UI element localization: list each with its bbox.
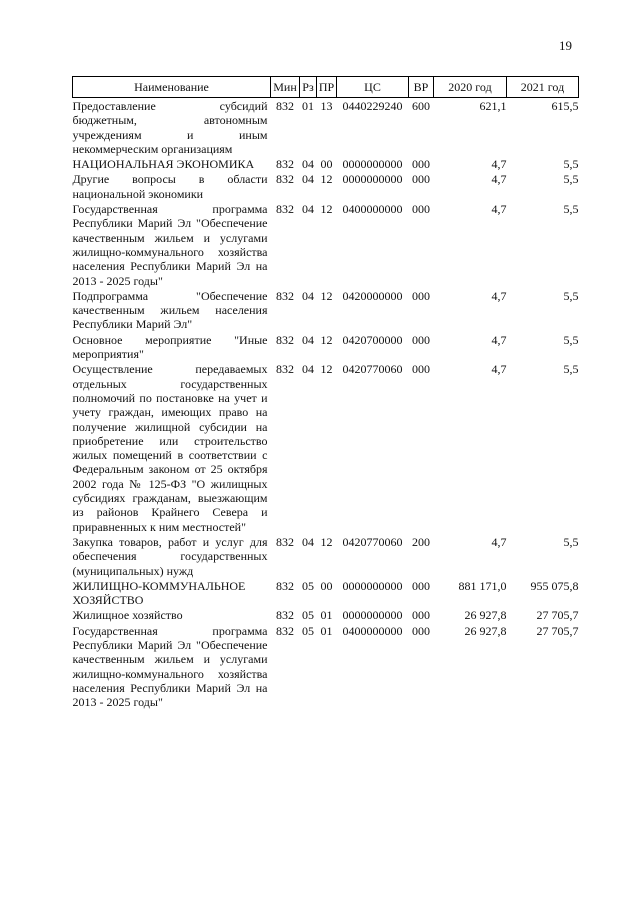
- table-row: [73, 534, 579, 578]
- row-min: 832: [276, 332, 294, 347]
- row-pr: 01: [320, 623, 333, 638]
- row-pr: 12: [320, 202, 333, 217]
- row-min: 832: [276, 608, 294, 623]
- row-rz: 04: [302, 534, 314, 549]
- row-2020: 881 171,0: [458, 578, 507, 593]
- budget-table: [72, 76, 579, 709]
- header-name: Наименование: [73, 77, 271, 98]
- table-row: [73, 607, 579, 622]
- table-row: [73, 98, 579, 157]
- table-header: [73, 77, 579, 98]
- row-vr: 000: [412, 362, 430, 377]
- row-name: Государственная программа Республики Марий Эл "Обеспечение качественным жильем и услугами жилищно-коммунального хозяйства населения Республики Марий Эл на 2013 - 2025 годы": [72, 202, 268, 288]
- row-pr: 01: [320, 608, 333, 623]
- row-vr: 000: [412, 202, 430, 217]
- row-2021: 5,5: [563, 534, 579, 549]
- row-name: Закупка товаров, работ и услуг для обеспечения государственных (муниципальных) нужд: [72, 534, 268, 578]
- row-vr: 000: [412, 288, 430, 303]
- row-vr: 000: [412, 157, 430, 172]
- row-2021: 27 705,7: [536, 623, 579, 638]
- row-vr: 000: [412, 623, 430, 638]
- row-2021: 27 705,7: [536, 608, 579, 623]
- row-cs: 0400000000: [342, 623, 403, 638]
- row-name: Другие вопросы в области национальной экономики: [72, 172, 268, 201]
- row-pr: 00: [320, 578, 333, 593]
- table-row: [73, 288, 579, 332]
- row-cs: 0420770060: [342, 362, 403, 377]
- row-rz: 05: [302, 623, 314, 638]
- row-cs: 0000000000: [342, 608, 403, 623]
- row-rz: 01: [302, 99, 314, 113]
- row-pr: 12: [320, 332, 333, 347]
- header-pr: ПР: [317, 77, 337, 98]
- header-rz: Рз: [300, 77, 317, 98]
- row-2021: 5,5: [563, 172, 579, 187]
- row-name: Подпрограмма "Обеспечение качественным жильем населения Республики Марий Эл": [72, 288, 268, 332]
- row-2020: 26 927,8: [464, 608, 507, 623]
- row-min: 832: [276, 578, 294, 593]
- row-pr: 12: [320, 362, 333, 377]
- table-row: [73, 171, 579, 201]
- page-number: 19: [559, 38, 572, 53]
- row-2020: 4,7: [491, 157, 507, 172]
- table-row: [73, 623, 579, 710]
- row-cs: 0000000000: [342, 578, 403, 593]
- row-pr: 12: [320, 288, 333, 303]
- row-cs: 0400000000: [342, 202, 403, 217]
- row-pr: 12: [320, 172, 333, 187]
- row-vr: 000: [412, 332, 430, 347]
- row-2021: 5,5: [563, 332, 579, 347]
- row-cs: 0000000000: [342, 157, 403, 172]
- row-vr: 000: [412, 172, 430, 187]
- header-2020: 2020 год: [434, 77, 507, 98]
- table-row: [73, 578, 579, 608]
- row-cs: 0440229240: [342, 99, 403, 113]
- row-2021: 5,5: [563, 362, 579, 377]
- row-2020: 4,7: [491, 172, 507, 187]
- row-min: 832: [276, 623, 294, 638]
- table-row: [73, 201, 579, 288]
- row-2021: 955 075,8: [530, 578, 579, 593]
- row-vr: 000: [412, 608, 430, 623]
- row-rz: 04: [302, 202, 314, 217]
- row-cs: 0420700000: [342, 332, 403, 347]
- row-rz: 04: [302, 157, 314, 172]
- row-min: 832: [276, 288, 294, 303]
- row-min: 832: [276, 362, 294, 377]
- header-2021: 2021 год: [507, 77, 579, 98]
- row-rz: 04: [302, 362, 314, 377]
- row-name: Государственная программа Республики Марий Эл "Обеспечение качественным жильем и услугами жилищно-коммунального хозяйства населения Республики Марий Эл на 2013 - 2025 годы": [72, 623, 268, 710]
- row-2020: 4,7: [491, 202, 507, 217]
- row-rz: 04: [302, 172, 314, 187]
- row-2020: 26 927,8: [464, 623, 507, 638]
- table-row: [73, 332, 579, 362]
- row-pr: 13: [320, 99, 333, 113]
- row-name: Предоставление субсидий бюджетным, автономным учреждениям и иным некоммерческим организациям: [72, 99, 268, 156]
- row-min: 832: [276, 534, 294, 549]
- table-row: [73, 361, 579, 534]
- row-name: Жилищное хозяйство: [72, 608, 183, 623]
- row-name: Осуществление передаваемых отдельных государственных полномочий по постановке на учет и учету граждан, имеющих право на получение жилищной субсидии на приобретение или строительство жилых помещений в соответствии с Федеральным законом от 25 октября 2002 года № 125-ФЗ "О жилищных субсидиях гражданам, выезжающим из районов Крайнего Севера и приравненных к ним местностей": [72, 362, 268, 534]
- row-name: НАЦИОНАЛЬНАЯ ЭКОНОМИКА: [72, 157, 255, 172]
- row-rz: 04: [302, 288, 314, 303]
- row-vr: 600: [412, 99, 430, 113]
- row-min: 832: [276, 99, 294, 113]
- table-row: [73, 156, 579, 171]
- row-cs: 0420770060: [342, 534, 403, 549]
- row-min: 832: [276, 172, 294, 187]
- row-2021: 5,5: [563, 202, 579, 217]
- row-rz: 05: [302, 578, 314, 593]
- row-2021: 5,5: [563, 157, 579, 172]
- row-2020: 4,7: [491, 534, 507, 549]
- row-min: 832: [276, 157, 294, 172]
- row-min: 832: [276, 202, 294, 217]
- header-vr: ВР: [409, 77, 434, 98]
- row-pr: 12: [320, 534, 333, 549]
- row-2020: 4,7: [491, 332, 507, 347]
- row-rz: 05: [302, 608, 314, 623]
- row-name: Основное мероприятие "Иные мероприятия": [72, 332, 268, 362]
- row-name: ЖИЛИЩНО-КОММУНАЛЬНОЕ ХОЗЯЙСТВО: [72, 578, 246, 608]
- header-cs: ЦС: [337, 77, 409, 98]
- row-2020: 621,1: [479, 99, 507, 113]
- row-2021: 615,5: [551, 99, 579, 113]
- row-vr: 200: [412, 534, 430, 549]
- row-2020: 4,7: [491, 362, 507, 377]
- row-cs: 0420000000: [342, 288, 403, 303]
- row-2021: 5,5: [563, 288, 579, 303]
- row-rz: 04: [302, 332, 314, 347]
- row-2020: 4,7: [491, 288, 507, 303]
- row-cs: 0000000000: [342, 172, 403, 187]
- row-vr: 000: [412, 578, 430, 593]
- row-pr: 00: [320, 157, 333, 172]
- header-min: Мин: [271, 77, 300, 98]
